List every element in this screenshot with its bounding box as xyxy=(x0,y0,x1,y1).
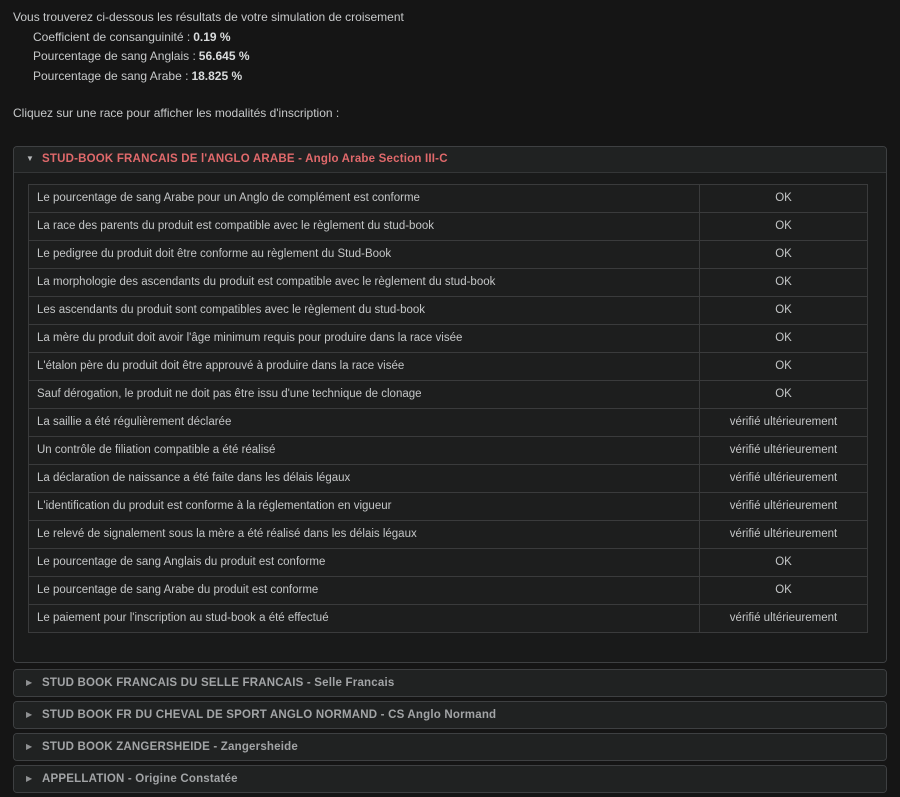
accordion-header-collapsed[interactable] xyxy=(14,766,886,792)
instruction-text: Cliquez sur une race pour afficher les modalités d'inscription : xyxy=(13,105,340,120)
rule-status-cell: OK xyxy=(700,268,868,296)
rule-label-cell: Les ascendants du produit sont compatibles avec le règlement du stud-book xyxy=(29,296,700,324)
table-row xyxy=(29,352,868,380)
chevron-right-icon: ▶ xyxy=(26,741,33,751)
accordion-header-label: STUD BOOK ZANGERSHEIDE - Zangersheide xyxy=(42,740,298,753)
table-row xyxy=(29,184,868,212)
rule-status-cell: OK xyxy=(700,576,868,604)
stat-label: Coefficient de consanguinité : xyxy=(33,29,191,44)
collapsed-accordion-items xyxy=(13,669,887,793)
chevron-down-icon: ▼ xyxy=(26,154,34,163)
rule-label-cell: Le pourcentage de sang Arabe pour un Anglo de complément est conforme xyxy=(29,184,700,212)
rule-status-cell: vérifié ultérieurement xyxy=(700,520,868,548)
accordion-header-anglo-arabe[interactable] xyxy=(14,147,886,173)
accordion-header-label: STUD-BOOK FRANCAIS DE l'ANGLO ARABE - Anglo Arabe Section III-C xyxy=(42,153,448,165)
accordion-item-collapsed xyxy=(13,765,887,793)
stat-value: 56.645 % xyxy=(198,49,250,63)
rule-label-cell: Le relevé de signalement sous la mère a été réalisé dans les délais légaux xyxy=(29,520,700,548)
rule-label-cell: Un contrôle de filiation compatible a été réalisé xyxy=(29,436,700,464)
results-intro-text: Vous trouverez ci-dessous les résultats de votre simulation de croisement xyxy=(13,10,404,24)
rule-label-cell: Sauf dérogation, le produit ne doit pas être issu d'une technique de clonage xyxy=(29,380,700,408)
rule-status-cell: OK xyxy=(700,352,868,380)
rules-table-body xyxy=(29,184,868,632)
rule-status-cell: OK xyxy=(700,548,868,576)
rule-label-cell: Le pedigree du produit doit être conforme au règlement du Stud-Book xyxy=(29,240,700,268)
rule-label-cell: L'identification du produit est conforme à la réglementation en vigueur xyxy=(29,492,700,520)
results-summary xyxy=(13,10,887,120)
rule-status-cell: vérifié ultérieurement xyxy=(700,436,868,464)
stat-label: Pourcentage de sang Anglais : xyxy=(33,49,196,63)
table-row xyxy=(29,268,868,296)
rule-label-cell: Le paiement pour l'inscription au stud-book a été effectué xyxy=(29,604,700,632)
table-row xyxy=(29,212,868,240)
accordion-body xyxy=(14,173,886,662)
table-row xyxy=(29,520,868,548)
rule-label-cell: La race des parents du produit est compatible avec le règlement du stud-book xyxy=(29,212,700,240)
stat-line xyxy=(33,49,887,63)
accordion-item-collapsed xyxy=(13,669,887,697)
rule-status-cell: OK xyxy=(700,296,868,324)
accordion-header-collapsed[interactable] xyxy=(14,702,886,728)
stat-label: Pourcentage de sang Arabe : xyxy=(33,68,189,83)
table-row xyxy=(29,464,868,492)
accordion-header-label: STUD BOOK FR DU CHEVAL DE SPORT ANGLO NORMAND - CS Anglo Normand xyxy=(42,708,497,721)
accordion-header-label: STUD BOOK FRANCAIS DU SELLE FRANCAIS - Selle Francais xyxy=(42,676,395,689)
table-row xyxy=(29,240,868,268)
table-row xyxy=(29,380,868,408)
table-row xyxy=(29,324,868,352)
accordion-item-collapsed xyxy=(13,701,887,729)
rule-status-cell: OK xyxy=(700,380,868,408)
rule-status-cell: OK xyxy=(700,324,868,352)
table-row xyxy=(29,604,868,632)
studbook-accordion xyxy=(13,146,887,793)
table-row xyxy=(29,296,868,324)
stat-line xyxy=(33,69,887,83)
rule-label-cell: La saillie a été régulièrement déclarée xyxy=(29,408,700,436)
rule-status-cell: vérifié ultérieurement xyxy=(700,492,868,520)
accordion-header-collapsed[interactable] xyxy=(14,734,886,760)
inscription-rules-table xyxy=(28,184,868,633)
rule-label-cell: Le pourcentage de sang Arabe du produit est conforme xyxy=(29,576,700,604)
rule-label-cell: La mère du produit doit avoir l'âge minimum requis pour produire dans la race visée xyxy=(29,324,700,352)
rule-status-cell: OK xyxy=(700,240,868,268)
accordion-header-label: APPELLATION - Origine Constatée xyxy=(42,772,238,785)
rule-status-cell: vérifié ultérieurement xyxy=(700,604,868,632)
table-row xyxy=(29,548,868,576)
rule-status-cell: vérifié ultérieurement xyxy=(700,464,868,492)
rule-status-cell: vérifié ultérieurement xyxy=(700,408,868,436)
rule-status-cell: OK xyxy=(700,184,868,212)
table-row xyxy=(29,436,868,464)
rule-label-cell: La morphologie des ascendants du produit est compatible avec le règlement du stud-book xyxy=(29,268,700,296)
stat-line xyxy=(33,30,887,44)
chevron-right-icon: ▶ xyxy=(26,677,33,687)
rule-label-cell: Le pourcentage de sang Anglais du produit est conforme xyxy=(29,548,700,576)
stat-value: 18.825 % xyxy=(191,68,243,83)
accordion-item-anglo-arabe xyxy=(13,146,887,663)
table-row xyxy=(29,408,868,436)
rule-status-cell: OK xyxy=(700,212,868,240)
table-row xyxy=(29,492,868,520)
table-row xyxy=(29,576,868,604)
rule-label-cell: La déclaration de naissance a été faite dans les délais légaux xyxy=(29,464,700,492)
chevron-right-icon: ▶ xyxy=(26,709,33,719)
accordion-header-collapsed[interactable] xyxy=(14,670,886,696)
stat-value: 0.19 % xyxy=(193,29,231,44)
results-stats xyxy=(33,30,887,83)
accordion-item-collapsed xyxy=(13,733,887,761)
chevron-right-icon: ▶ xyxy=(26,773,33,783)
rule-label-cell: L'étalon père du produit doit être approuvé à produire dans la race visée xyxy=(29,352,700,380)
